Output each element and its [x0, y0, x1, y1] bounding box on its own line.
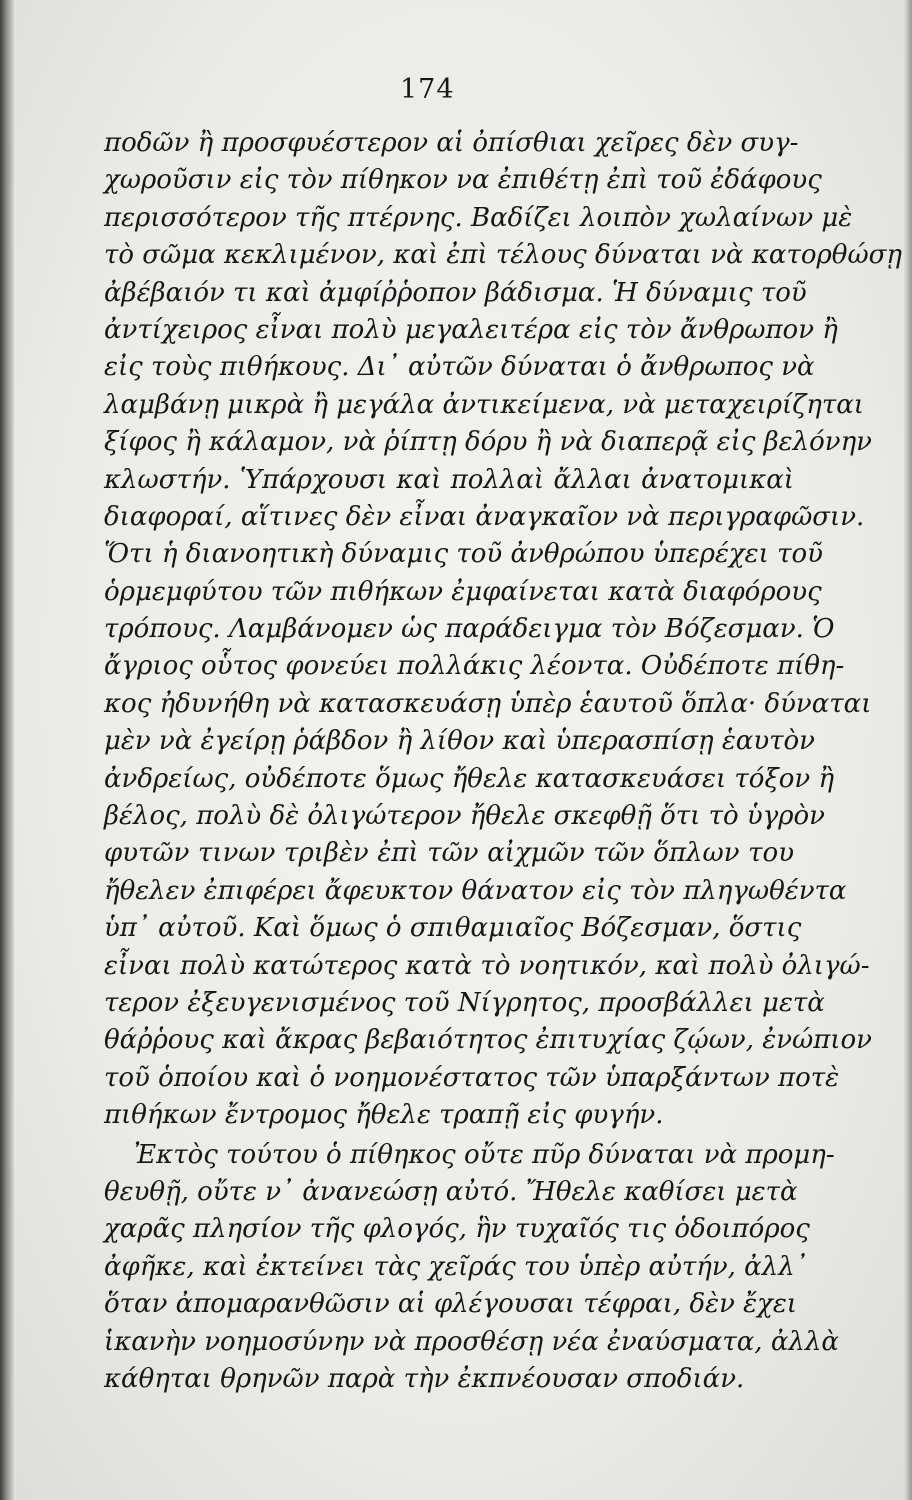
text-line: ἀφῆκε, καὶ ἐκτείνει τὰς χεῖράς του ὑπὲρ αὐτήν, ἀλλ᾽: [104, 1251, 808, 1282]
text-line: ξίφος ἢ κάλαμον, νὰ ῥίπτῃ δόρυ ἢ νὰ διαπερᾷ εἰς βελόνην: [104, 427, 872, 458]
text-line: ἤθελεν ἐπιφέρει ἄφευκτον θάνατον εἰς τὸν πληγωθέντα: [104, 875, 847, 906]
text-line: κος ἠδυνήθη νὰ κατασκευάσῃ ὑπὲρ ἑαυτοῦ ὅπλα· δύναται: [104, 688, 872, 719]
text-line: ἀνδρείως, οὐδέποτε ὅμως ἤθελε κατασκευάσει τόξον ἢ: [104, 763, 835, 794]
page-outer-edge: [904, 0, 912, 1500]
text-line: χαρᾶς πλησίον τῆς φλογός, ἣν τυχαῖός τις ὁδοιπόρος: [104, 1214, 810, 1245]
text-line: τρόπους. Λαμβάνομεν ὡς παράδειγμα τὸν Βόζεσμαν. Ὁ: [104, 614, 835, 645]
text-line: φυτῶν τινων τριβὲν ἐπὶ τῶν αἰχμῶν τῶν ὅπλων του: [104, 838, 794, 869]
text-line: εἶναι πολὺ κατώτερος κατὰ τὸ νοητικόν, καὶ πολὺ ὀλιγώ-: [104, 950, 870, 981]
text-line: θάῤῥους καὶ ἄκρας βεβαιότητος ἐπιτυχίας ζῴων, ἐνώπιον: [104, 1025, 872, 1056]
text-line: θευθῇ, οὔτε ν᾽ ἀνανεώσῃ αὐτό. Ἤθελε καθίσει μετὰ: [104, 1176, 798, 1207]
text-line: περισσότερον τῆς πτέρνης. Βαδίζει λοιπὸν χωλαίνων μὲ: [104, 202, 853, 233]
page-number: 174: [400, 74, 455, 105]
text-line: ἀβέβαιόν τι καὶ ἀμφίῤῥοπον βάδισμα. Ἡ δύναμις τοῦ: [104, 277, 807, 308]
text-line: βέλος, πολὺ δὲ ὀλιγώτερον ἤθελε σκεφθῇ ὅτι τὸ ὑγρὸν: [104, 801, 825, 832]
text-line: ὅταν ἀπομαρανθῶσιν αἱ φλέγουσαι τέφραι, δὲν ἔχει: [104, 1289, 797, 1320]
text-line: εἰς τοὺς πιθήκους. Δι᾽ αὐτῶν δύναται ὁ ἄνθρωπος νὰ: [104, 352, 815, 383]
text-line: ποδῶν ἢ προσφυέστερον αἱ ὀπίσθιαι χεῖρες δὲν συγ-: [104, 128, 799, 158]
text-line: χωροῦσιν εἰς τὸν πίθηκον να ἐπιθέτῃ ἐπὶ τοῦ ἐδάφους: [104, 165, 822, 196]
text-line: ὑπ᾽ αὐτοῦ. Καὶ ὅμως ὁ σπιθαμιαῖος Βόζεσμαν, ὅστις: [104, 913, 802, 944]
text-line: κλωστήν. Ὑπάρχουσι καὶ πολλαὶ ἄλλαι ἀνατομικαὶ: [104, 464, 794, 495]
text-line: τοῦ ὁποίου καὶ ὁ νοημονέστατος τῶν ὑπαρξάντων ποτὲ: [104, 1062, 840, 1093]
text-line: Ὅτι ἡ διανοητικὴ δύναμις τοῦ ἀνθρώπου ὑπερέχει τοῦ: [104, 539, 823, 570]
text-line: ὁρμεμφύτου τῶν πιθήκων ἐμφαίνεται κατὰ διαφόρους: [104, 576, 822, 607]
text-line: τὸ σῶμα κεκλιμένον, καὶ ἐπὶ τέλους δύναται νὰ κατορθώσῃ: [104, 240, 902, 271]
text-line: λαμβάνῃ μικρὰ ἢ μεγάλα ἀντικείμενα, νὰ μεταχειρίζηται: [104, 389, 864, 420]
text-line: μὲν νὰ ἐγείρῃ ῥάβδον ἢ λίθον καὶ ὑπερασπίσῃ ἑαυτὸν: [104, 726, 815, 757]
text-line: ἱκανὴν νοημοσύνην νὰ προσθέσῃ νέα ἐναύσματα, ἀλλὰ: [104, 1326, 839, 1357]
text-line: ἄγριος οὗτος φονεύει πολλάκις λέοντα. Οὐδέποτε πίθη-: [104, 651, 845, 682]
paragraph-end-line: πιθήκων ἔντρομος ἤθελε τραπῇ εἰς φυγήν.: [104, 1100, 664, 1131]
text-line: ἀντίχειρος εἶναι πολὺ μεγαλειτέρα εἰς τὸν ἄνθρωπον ἢ: [104, 314, 838, 345]
paragraph-start-line: Ἐκτὸς τούτου ὁ πίθηκος οὔτε πῦρ δύναται νὰ προμη-: [134, 1139, 835, 1170]
page-binding-edge: [0, 0, 14, 1500]
body-text: [104, 125, 902, 1398]
text-line: διαφοραί, αἵτινες δὲν εἶναι ἀναγκαῖον νὰ περιγραφῶσιν.: [104, 501, 865, 532]
text-line: τερον ἐξευγενισμένος τοῦ Νίγρητος, προσβάλλει μετὰ: [104, 987, 825, 1018]
paragraph-end-line: κάθηται θρηνῶν παρὰ τὴν ἐκπνέουσαν σποδιάν.: [104, 1363, 745, 1394]
